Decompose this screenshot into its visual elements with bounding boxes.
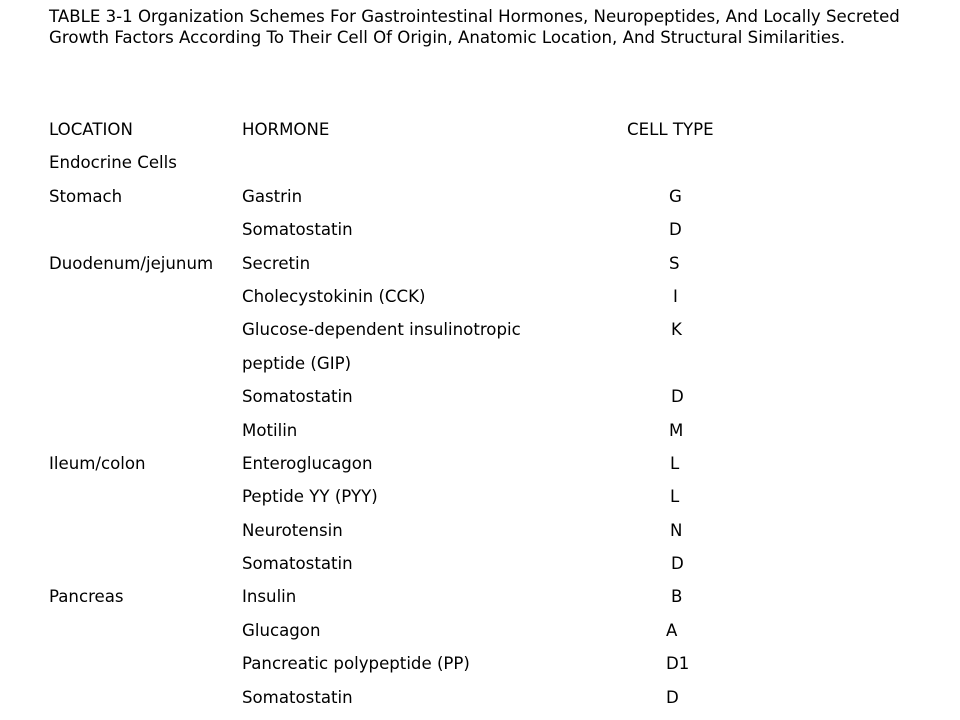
table-row [49, 686, 929, 719]
hormone-cell: Insulin [242, 587, 297, 607]
cell-type-cell: G [669, 186, 682, 206]
cell-type-cell: S [669, 253, 680, 273]
cell-type-cell: I [673, 286, 678, 306]
location-cell: Stomach [49, 186, 123, 206]
hormone-cell: Glucose-dependent insulinotropic [242, 320, 521, 340]
table-row [49, 218, 929, 251]
table-row [49, 485, 929, 518]
location-cell: Pancreas [49, 587, 124, 607]
table-row [49, 151, 929, 184]
table-row [49, 452, 929, 485]
hormone-cell: Somatostatin [242, 554, 353, 574]
cell-type-cell: D [666, 687, 679, 707]
header-location: LOCATION [49, 120, 133, 139]
cell-type-cell: N [670, 520, 683, 540]
table-row [49, 419, 929, 452]
cell-type-cell: A [666, 620, 678, 640]
hormone-table [49, 118, 929, 719]
table-row [49, 552, 929, 585]
table-row [49, 619, 929, 652]
hormone-cell: Gastrin [242, 186, 303, 206]
hormone-cell: Neurotensin [242, 520, 343, 540]
table-row [49, 252, 929, 285]
hormone-cell: Peptide YY (PYY) [242, 487, 378, 507]
header-hormone: HORMONE [242, 120, 330, 139]
hormone-cell: Somatostatin [242, 387, 353, 407]
hormone-cell: Glucagon [242, 620, 321, 640]
cell-type-cell: M [669, 420, 684, 440]
table-row [49, 519, 929, 552]
table-header-row [49, 118, 929, 151]
table-row [49, 585, 929, 618]
hormone-cell: Secretin [242, 253, 311, 273]
hormone-cell: Cholecystokinin (CCK) [242, 286, 426, 306]
table-row [49, 318, 929, 351]
cell-type-cell: D [669, 220, 682, 240]
table-row [49, 285, 929, 318]
location-cell: Duodenum/jejunum [49, 253, 214, 273]
cell-type-cell: L [670, 487, 680, 507]
hormone-cell: peptide (GIP) [242, 353, 352, 373]
cell-type-cell: L [670, 453, 680, 473]
hormone-cell: Pancreatic polypeptide (PP) [242, 654, 470, 674]
cell-type-cell: B [671, 587, 683, 607]
table-row [49, 352, 929, 385]
hormone-cell: Motilin [242, 420, 298, 440]
cell-type-cell: D [671, 387, 684, 407]
hormone-cell: Enteroglucagon [242, 453, 373, 473]
table-row [49, 185, 929, 218]
table-row [49, 652, 929, 685]
location-cell: Ileum/colon [49, 453, 146, 473]
table-row [49, 385, 929, 418]
header-cell-type: CELL TYPE [627, 120, 714, 139]
hormone-cell: Somatostatin [242, 220, 353, 240]
cell-type-cell: K [671, 320, 682, 340]
cell-type-cell: D1 [666, 654, 690, 674]
table-caption: TABLE 3-1 Organization Schemes For Gastrointestinal Hormones, Neuropeptides, And Locally Secreted Growth Factors According To Their Cell Of Origin, Anatomic Location, And Structural Similarities. [49, 7, 900, 47]
location-cell: Endocrine Cells [49, 153, 177, 173]
cell-type-cell: D [671, 554, 684, 574]
hormone-cell: Somatostatin [242, 687, 353, 707]
